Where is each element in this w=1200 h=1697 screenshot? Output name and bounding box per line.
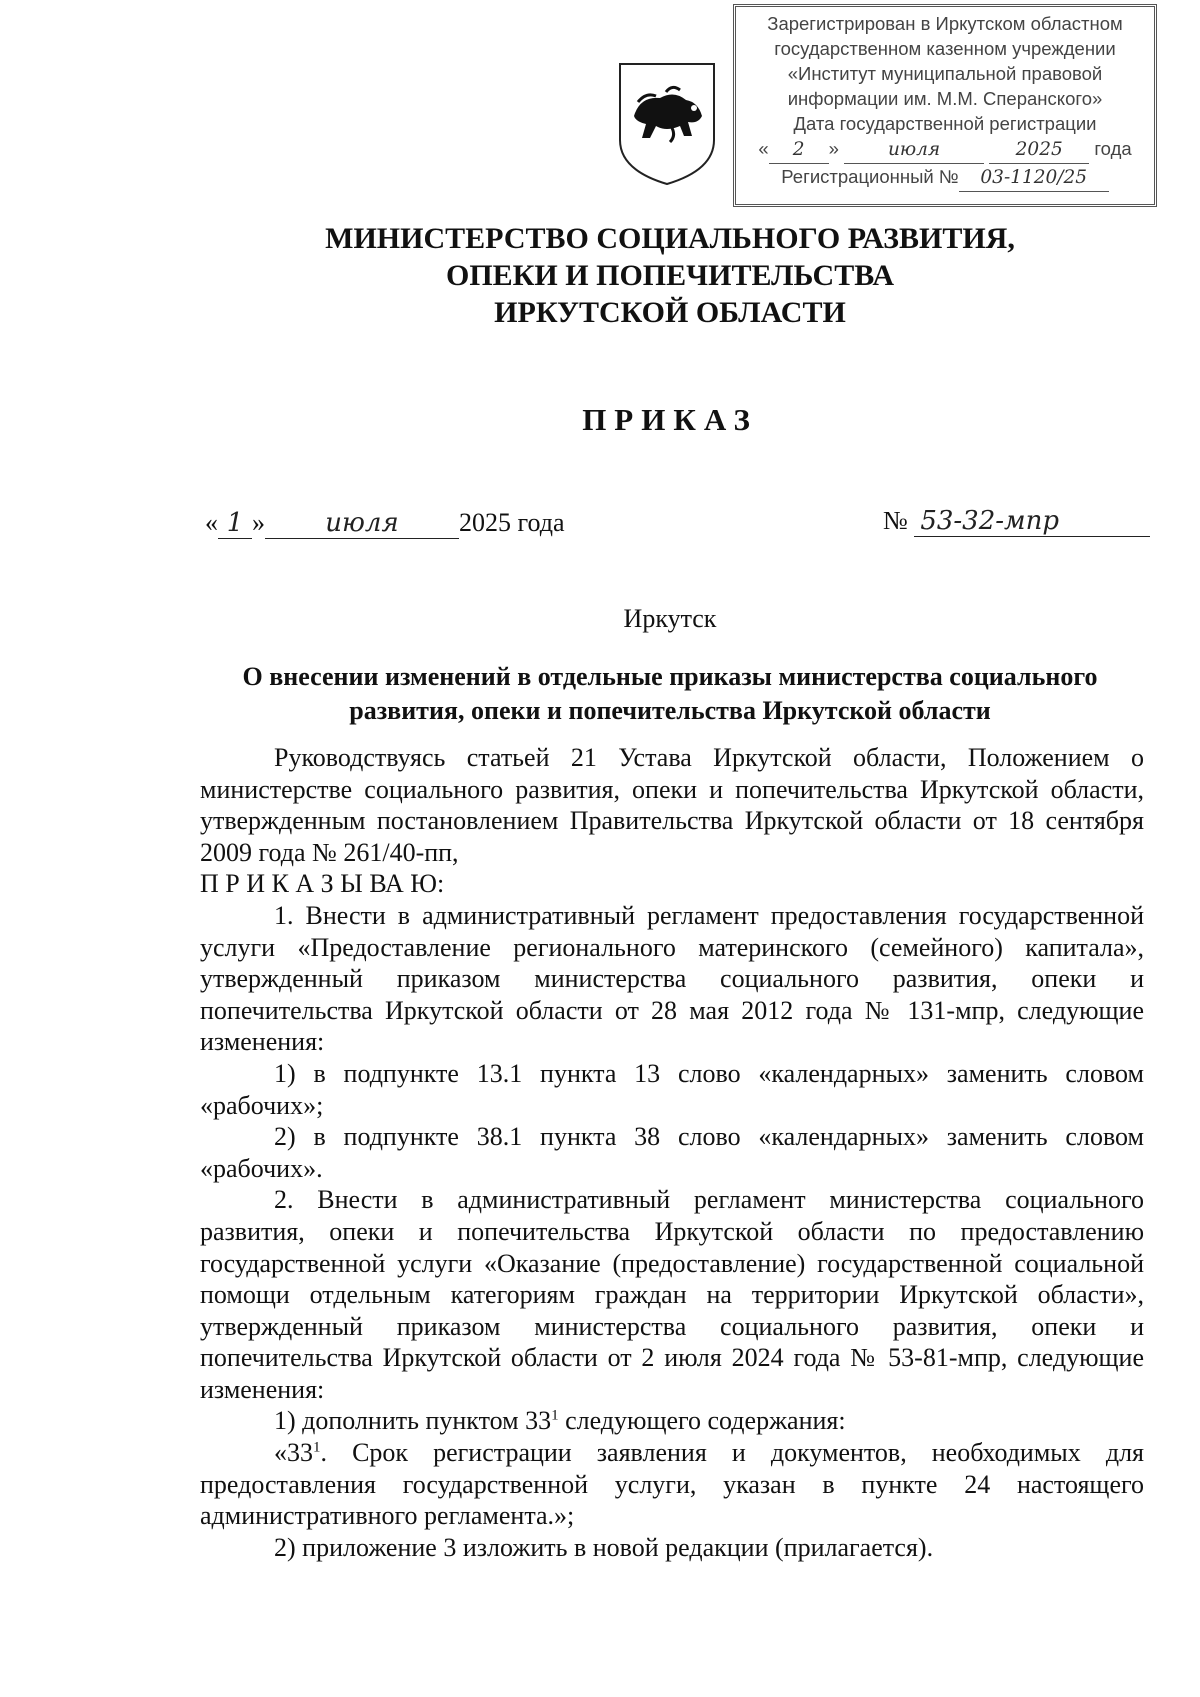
stamp-line-5: Дата государственной регистрации [793,113,1097,134]
document-title-line-2: развития, опеки и попечительства Иркутской области [349,696,991,725]
paragraph-item-2-1 [200,1405,1144,1437]
order-number-value: 53-32-мпр [914,506,1150,537]
paragraph-item-2: 2. Внести в административный регламент министерства социального развития, опеки и попечительства Иркутской области по предоставлению государственной услуги «Оказание (предоставление) государственной социальной помощи отдельным категориям граждан на территории Иркутской области», утвержденный приказом министерства социального развития, опеки и попечительства Иркутской области от 2 июля 2024 года № 53-81-мпр, следующие изменения: [200,1185,1144,1404]
paragraph-item-2-1-text: 1) дополнить пунктом 33 [274,1406,552,1436]
paragraph-item-2-2: 2) приложение 3 изложить в новой редакции (прилагается). [274,1532,934,1562]
ministry-header-line-2: ОПЕКИ И ПОПЕЧИТЕЛЬСТВА [446,259,894,292]
city: Иркутск [623,604,717,633]
document-title [198,660,1142,728]
ministry-header [0,220,1200,331]
paragraph-item-2-1-text-end: следующего содержания: [558,1406,846,1436]
stamp-year-word: года [1094,138,1132,159]
paragraph-item-1: 1. Внести в административный регламент предоставления государственной услуги «Предоставление регионального материнского (семейного) капитала», утвержденный приказом министерства социального развития, опеки и попечительства Иркутской области от 28 мая 2012 года № 131-мпр, следующие изменения: [200,900,1144,1057]
document-type: ПРИКАЗ [582,402,758,437]
stamp-line-4: информации им. М.М. Сперанского» [787,88,1103,109]
stamp-reg-row [744,164,1146,192]
paragraph-item-1-1: 1) в подпункте 13.1 пункта 13 слово «календарных» заменить словом «рабочих»; [200,1058,1144,1120]
registration-stamp [733,4,1157,207]
order-date-year: 2025 года [459,508,565,537]
stamp-line-1: Зарегистрирован в Иркутском областном [767,13,1123,34]
order-date-day: 1 [218,508,252,539]
stamp-date-row: « 2 » июля 2025 года [744,136,1146,164]
stamp-date-day: 2 [769,137,829,164]
document-body [200,742,1144,1563]
stamp-date-year: 2025 [989,137,1089,164]
order-number [883,506,1150,537]
paragraph-order-word: П Р И К А З Ы ВА Ю: [200,869,445,899]
stamp-line-2: государственном казенном учреждении [774,38,1116,59]
order-date: « 1 » июля 2025 года [205,508,565,538]
ministry-header-line-3: ИРКУТСКОЙ ОБЛАСТИ [494,296,846,329]
order-date-month: июля [265,508,459,539]
paragraph-quote-text: . Срок регистрации заявления и документов, необходимых для предоставления государственной услуги, указан в пункте 24 настоящего административного регламента.»; [200,1438,1144,1531]
superscript: 1 [313,1439,321,1456]
stamp-reg-label: Регистрационный № [781,166,959,187]
stamp-reg-number: 03-1120/25 [959,165,1109,192]
superscript: 1 [551,1407,559,1424]
paragraph-quote [200,1437,1144,1532]
paragraph-preamble: Руководствуясь статьей 21 Устава Иркутской области, Положением о министерстве социального развития, опеки и попечительства Иркутской области, утвержденным постановлением Правительства Иркутской области от 18 сентября 2009 года № 261/40-пп, [200,743,1144,867]
order-number-label: № [883,506,908,535]
paragraph-quote-start: «33 [274,1438,313,1468]
ministry-header-line-1: МИНИСТЕРСТВО СОЦИАЛЬНОГО РАЗВИТИЯ, [325,222,1015,255]
coat-of-arms-icon [616,62,718,186]
stamp-date-month: июля [844,137,984,164]
document-title-line-1: О внесении изменений в отдельные приказы министерства социального [242,662,1098,691]
paragraph-item-1-2: 2) в подпункте 38.1 пункта 38 слово «календарных» заменить словом «рабочих». [200,1122,1144,1183]
stamp-line-3: «Институт муниципальной правовой [787,63,1103,84]
